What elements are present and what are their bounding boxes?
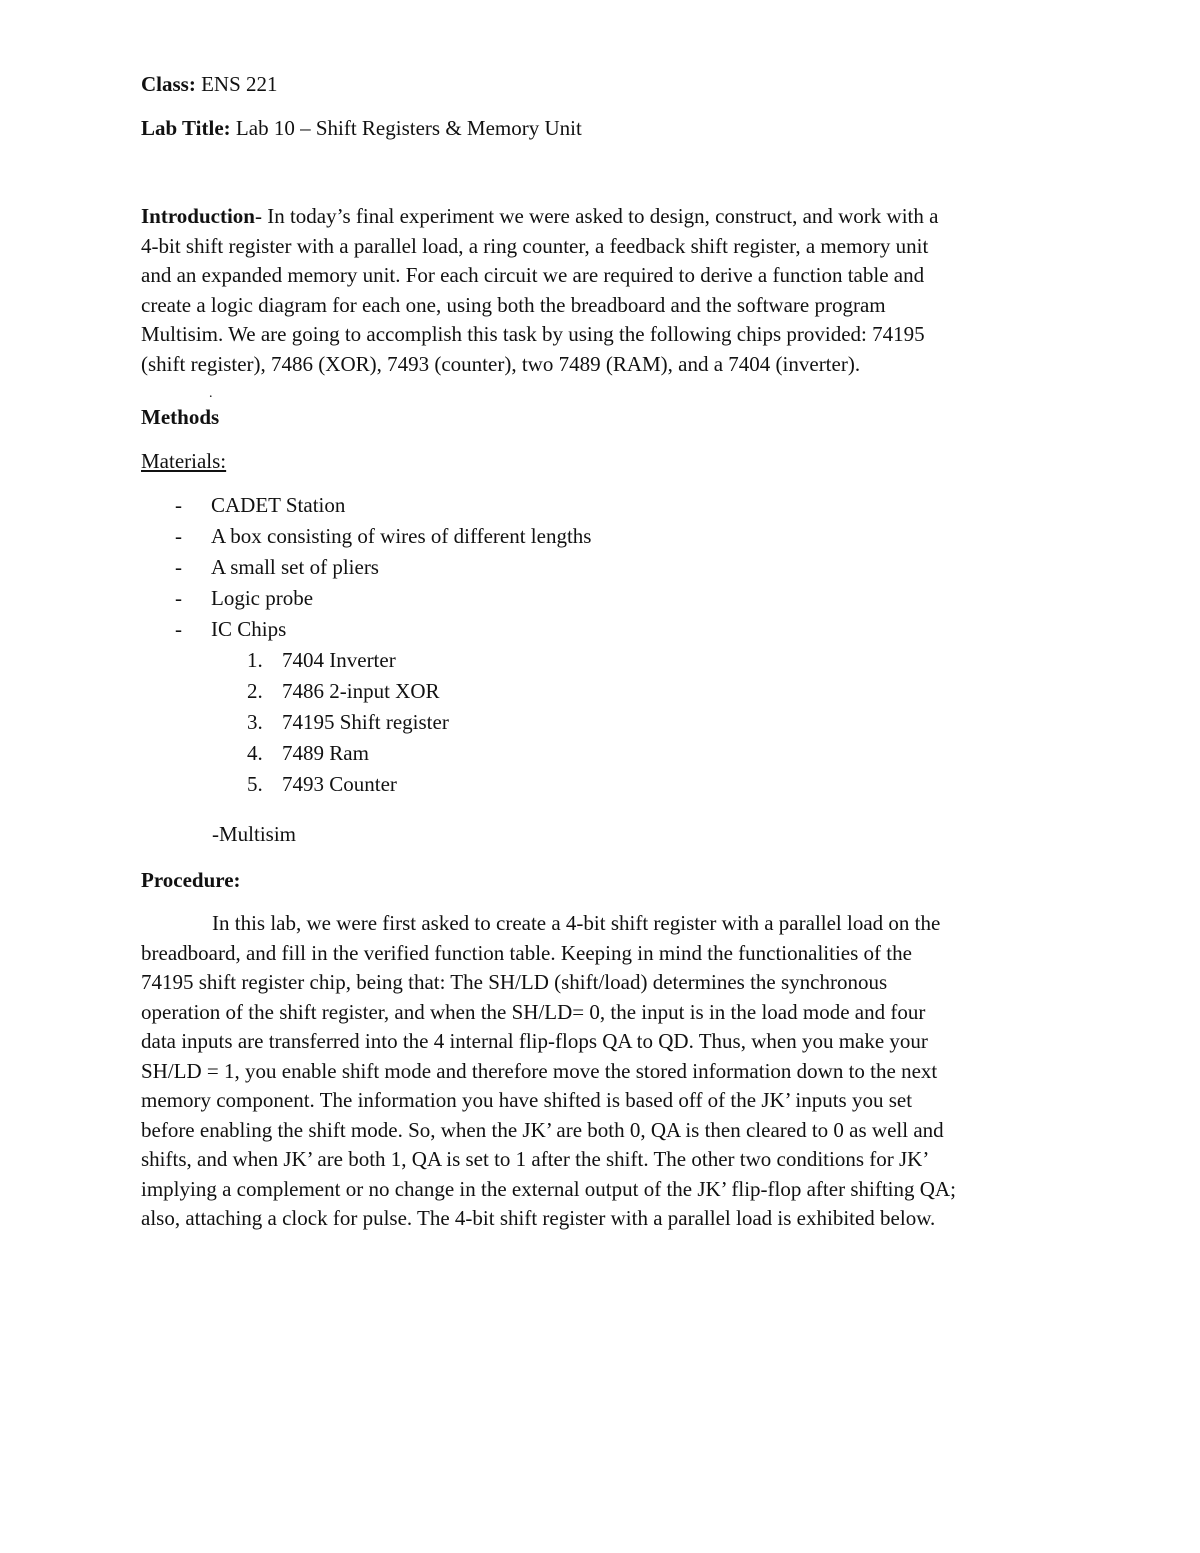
materials-list [141, 490, 1041, 645]
list-dash: - [175, 524, 182, 548]
document-page [141, 70, 1041, 1234]
list-dash: - [175, 617, 182, 641]
materials-label: Materials: [141, 448, 227, 473]
intro-line [141, 202, 1041, 232]
chip-item [141, 645, 1041, 676]
procedure-line: implying a complement or no change in the external output of the JK’ flip-flop after shifting QA; [141, 1176, 956, 1201]
list-item [141, 552, 1041, 583]
chip-item [141, 738, 1041, 769]
methods-heading [141, 403, 1041, 433]
list-dash: - [175, 586, 182, 610]
chip-number: 5. [247, 772, 263, 796]
class-line [141, 70, 1041, 100]
chip-number: 3. [247, 710, 263, 734]
stray-dot: . [209, 386, 213, 401]
procedure-line: before enabling the shift mode. So, when the JK’ are both 0, QA is then cleared to 0 as well and [141, 1117, 944, 1142]
procedure-line: SH/LD = 1, you enable shift mode and therefore move the stored information down to the next [141, 1058, 938, 1083]
class-label: Class: [141, 72, 196, 96]
list-item [141, 490, 1041, 521]
procedure-line: breadboard, and fill in the verified function table. Keeping in mind the functionalities of the [141, 940, 912, 965]
procedure-line: data inputs are transferred into the 4 internal flip-flops QA to QD. Thus, when you make your [141, 1029, 928, 1053]
procedure-heading [141, 866, 1041, 896]
procedure-line: In this lab, we were first asked to create a 4-bit shift register with a parallel load on the [212, 911, 941, 935]
procedure-line: 74195 shift register chip, being that: The SH/LD (shift/load) determines the synchronous [141, 970, 888, 994]
lab-title-value: Lab 10 – Shift Registers & Memory Unit [230, 115, 582, 140]
lab-title-label: Lab Title: [141, 115, 231, 140]
list-item-text: IC Chips [211, 617, 287, 641]
chip-text: 74195 Shift register [282, 710, 449, 734]
chip-text: 7404 Inverter [282, 648, 396, 672]
lab-title-line [141, 114, 1041, 144]
list-item-text: CADET Station [211, 493, 346, 517]
procedure-paragraph [141, 909, 1041, 1234]
list-item [141, 614, 1041, 645]
procedure-line: also, attaching a clock for pulse. The 4-bit shift register with a parallel load is exhibited below. [141, 1206, 936, 1230]
list-item [141, 521, 1041, 552]
chip-number: 2. [247, 679, 263, 703]
ic-chips-list [141, 645, 1041, 800]
list-item-text: A box consisting of wires of different lengths [211, 524, 592, 548]
chip-item [141, 707, 1041, 738]
procedure-heading-text: Procedure: [141, 867, 241, 892]
chip-text: 7493 Counter [282, 772, 397, 796]
chip-text: 7489 Ram [282, 741, 369, 765]
chip-item [141, 769, 1041, 800]
list-dash: - [175, 493, 182, 517]
introduction-paragraph [141, 202, 1041, 379]
intro-line: and an expanded memory unit. For each circuit we are required to derive a function table and [141, 263, 925, 287]
list-item-text: A small set of pliers [211, 555, 379, 579]
intro-line: Multisim. We are going to accomplish this task by using the following chips provided: 74195 [141, 322, 925, 346]
methods-heading-text: Methods [141, 405, 220, 429]
list-item [141, 583, 1041, 614]
intro-line: (shift register), 7486 (XOR), 7493 (counter), two 7489 (RAM), and a 7404 (inverter). [141, 351, 861, 376]
introduction-label: Introduction [141, 204, 255, 228]
chip-number: 1. [247, 648, 263, 672]
intro-line-text: - In today’s final experiment we were asked to design, construct, and work with a [254, 204, 939, 228]
chip-text: 7486 2-input XOR [282, 679, 440, 703]
procedure-line: shifts, and when JK’ are both 1, QA is set to 1 after the shift. The other two conditions for JK’ [141, 1147, 930, 1171]
procedure-line: memory component. The information you have shifted is based off of the JK’ inputs you set [141, 1088, 913, 1112]
procedure-line: operation of the shift register, and when the SH/LD= 0, the input is in the load mode and four [141, 999, 926, 1024]
list-dash: - [175, 555, 182, 579]
class-value: ENS 221 [195, 72, 278, 96]
chip-number: 4. [247, 741, 263, 765]
intro-line: 4-bit shift register with a parallel load, a ring counter, a feedback shift register, a memory unit [141, 233, 929, 258]
multisim-item: -Multisim [212, 822, 297, 846]
intro-line: create a logic diagram for each one, using both the breadboard and the software program [141, 292, 886, 317]
chip-item [141, 676, 1041, 707]
list-item-text: Logic probe [211, 586, 314, 610]
